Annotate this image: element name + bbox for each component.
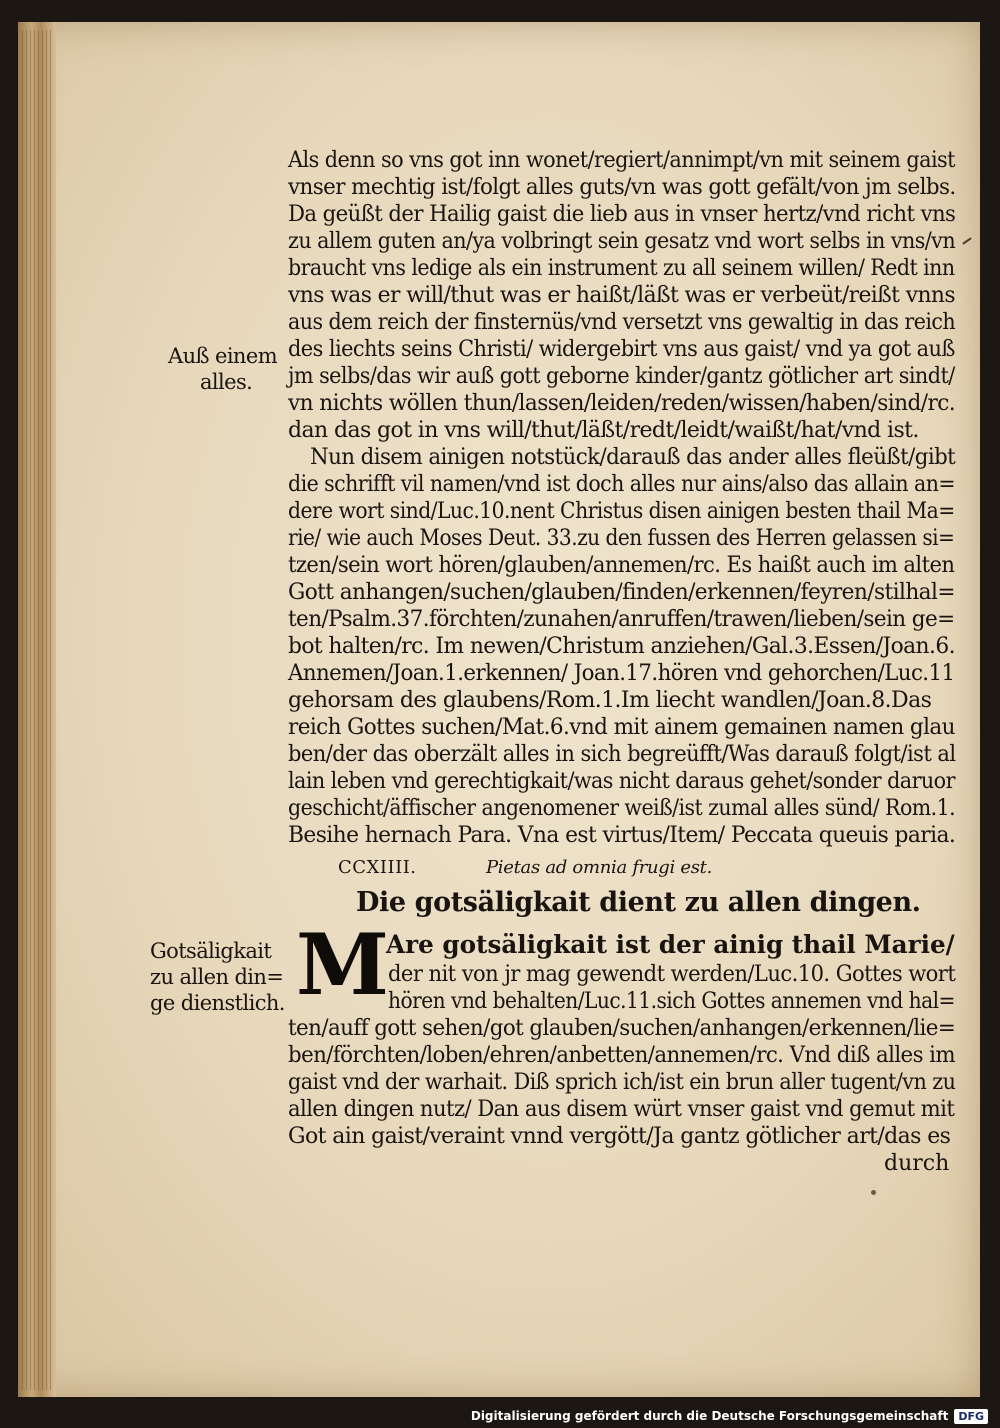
chapter-heading: Die gotsäligkait dient zu allen dingen. (356, 887, 921, 918)
text-line: Are gotsäligkait ist der ainig thail Marie/ (386, 930, 955, 959)
margin-note-line: ge dienstlich. (150, 991, 285, 1015)
footer-text: Digitalisierung gefördert durch die Deutsche Forschungsgemeinschaft (470, 1409, 949, 1423)
text-line: reich Gottes suchen/Mat.6.vnd mit ainem gemainen namen glau (288, 715, 955, 740)
text-line: der nit von jr mag gewendt werden/Luc.10. Gottes wort (388, 962, 956, 987)
text-line: jm selbs/das wir auß gott geborne kinder/gantz götlicher art sindt/ (288, 364, 955, 389)
text-line: dere wort sind/Luc.10.nent Christus disen ainigen besten thail Ma= (288, 499, 955, 524)
text-line: Als denn so vns got inn wonet/regiert/annimpt/vn mit seinem gaist (288, 148, 955, 173)
text-line: allen dingen nutz/ Dan aus disem würt vnser gaist vnd gemut mit (288, 1097, 955, 1122)
text-line: vnser mechtig ist/folgt alles guts/vn was gott gefält/von jm selbs. (288, 175, 956, 200)
text-line: Annemen/Joan.1.erkennen/ Joan.17.hören vnd gehorchen/Luc.11 (288, 661, 955, 686)
text-line: zu allem guten an/ya volbringt sein gesatz vnd wort selbs in vns/vn (288, 229, 956, 254)
text-line: ben/der das oberzält alles in sich begreüfft/Was darauß folgt/ist al (288, 742, 956, 767)
text-line: Besihe hernach Para. Vna est virtus/Item/ Peccata queuis paria. (288, 823, 956, 848)
margin-note-line: Gotsäligkait (150, 939, 272, 963)
footer-credit (471, 1404, 988, 1428)
text-line: rie/ wie auch Moses Deut. 33.zu den fussen des Herren gelassen si= (288, 526, 955, 551)
text-line: Da geüßt der Hailig gaist die lieb aus in vnser hertz/vnd richt vns (288, 202, 956, 227)
text-line: lain leben vnd gerechtigkait/was nicht daraus gehet/sonder daruor (288, 769, 955, 794)
text-line: geschicht/äffischer angenomener weiß/ist zumal alles sünd/ Rom.1. (288, 796, 956, 821)
text-line: bot halten/rc. Im newen/Christum anziehen/Gal.3.Essen/Joan.6. (288, 634, 955, 659)
decorated-initial: M (296, 915, 389, 1014)
margin-note-line: alles. (200, 370, 253, 394)
text-line: dan das got in vns will/thut/läßt/redt/leidt/waißt/hat/vnd ist. (288, 418, 919, 443)
paper-speck (871, 1190, 876, 1195)
text-line: Gott anhangen/suchen/glauben/finden/erkennen/feyren/stilhal= (288, 580, 955, 605)
text-line: gehorsam des glaubens/Rom.1.Im liecht wandlen/Joan.8.Das (288, 688, 932, 713)
text-line: gaist vnd der warhait. Diß sprich ich/ist ein brun aller tugent/vn zu (288, 1070, 956, 1095)
catchword: durch (884, 1151, 950, 1176)
text-line: die schrifft vil namen/vnd ist doch alles nur ains/also das allain an= (288, 472, 956, 497)
text-line: ben/förchten/loben/ehren/anbetten/annemen/rc. Vnd diß alles im (288, 1043, 956, 1068)
text-line: Nun disem ainigen notstück/darauß das ander alles fleüßt/gibt (310, 445, 956, 470)
text-line: des liechts seins Christi/ widergebirt vns aus gaist/ vnd ya got auß (288, 337, 955, 362)
text-line: vn nichts wöllen thun/lassen/leiden/reden/wissen/haben/sind/rc. (288, 391, 956, 416)
text-line: tzen/sein wort hören/glauben/annemen/rc. Es haißt auch im alten (288, 553, 955, 578)
margin-note-line: Auß einem (168, 344, 278, 368)
text-line: Got ain gaist/veraint vnnd vergött/Ja gantz götlicher art/das es (288, 1124, 951, 1149)
text-line: aus dem reich der finsternüs/vnd versetzt vns gewaltig in das reich (288, 310, 956, 335)
text-line: braucht vns ledige als ein instrument zu all seinem willen/ Redt inn (288, 256, 955, 281)
text-line: ten/auff gott sehen/got glauben/suchen/anhangen/erkennen/lie= (288, 1016, 956, 1041)
text-line: hören vnd behalten/Luc.11.sich Gottes annemen vnd hal= (388, 989, 955, 1014)
text-line: ten/Psalm.37.förchten/zunahen/anruffen/trawen/lieben/sein ge= (288, 607, 955, 632)
page-edges (22, 30, 52, 1390)
margin-note-line: zu allen din= (150, 965, 284, 989)
chapter-motto: Pietas ad omnia frugi est. (486, 857, 713, 878)
dfg-logo-icon: DFG (954, 1409, 988, 1424)
chapter-number: CCXIIII. (338, 857, 417, 878)
text-line: vns was er will/thut was er haißt/läßt was er verbeüt/reißt vnns (288, 283, 956, 308)
